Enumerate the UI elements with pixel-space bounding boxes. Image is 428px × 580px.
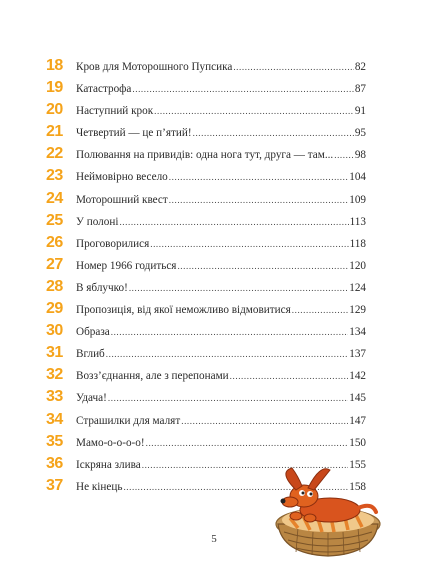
toc-entry xyxy=(46,388,366,410)
toc-entry xyxy=(46,57,366,79)
chapter-title: Образа xyxy=(76,326,110,339)
dot-leader xyxy=(111,327,349,337)
chapter-title: Мамо-о-о-о-о! xyxy=(76,436,145,449)
chapter-title: Моторошний квест xyxy=(76,193,168,206)
chapter-title: Катастрофа xyxy=(76,83,132,96)
chapter-page-number: 118 xyxy=(349,237,366,250)
dot-leader xyxy=(146,438,349,448)
dot-leader xyxy=(169,172,348,182)
toc-entry xyxy=(46,101,366,123)
chapter-entry xyxy=(76,260,366,272)
chapter-entry xyxy=(76,282,366,294)
chapter-entry xyxy=(76,392,366,404)
chapter-title: Номер 1966 годиться xyxy=(76,259,177,272)
chapter-number: 27 xyxy=(46,255,63,273)
chapter-entry xyxy=(76,194,366,206)
chapter-number: 30 xyxy=(46,322,63,340)
chapter-title: Четвертий — це п’ятий! xyxy=(76,127,192,140)
chapter-number: 33 xyxy=(46,388,63,406)
chapter-number: 18 xyxy=(46,57,63,74)
dot-leader xyxy=(106,349,348,359)
chapter-page-number: 91 xyxy=(354,105,366,118)
chapter-entry xyxy=(76,304,366,316)
chapter-title: Наступний крок xyxy=(76,105,154,118)
chapter-entry xyxy=(76,370,366,382)
chapter-page-number: 113 xyxy=(349,215,366,228)
chapter-page-number: 145 xyxy=(349,392,366,405)
chapter-title: Вглиб xyxy=(76,348,105,361)
chapter-page-number: 95 xyxy=(354,127,366,140)
chapter-title: Полювання на привидів: одна нога тут, друга — там... xyxy=(76,149,334,162)
toc-entry xyxy=(46,344,366,366)
chapter-number: 29 xyxy=(46,300,63,318)
dot-leader xyxy=(119,217,348,227)
chapter-title: Возз’єднання, але з перепонами xyxy=(76,370,229,383)
chapter-entry xyxy=(76,437,366,449)
chapter-number: 24 xyxy=(46,189,63,207)
chapter-title: В яблучко! xyxy=(76,281,128,294)
toc-entry xyxy=(46,300,366,322)
chapter-page-number: 104 xyxy=(349,171,366,184)
chapter-number: 31 xyxy=(46,344,63,362)
chapter-title: Кров для Моторошного Пупсика xyxy=(76,61,233,73)
dot-leader xyxy=(334,150,354,160)
toc-entry xyxy=(46,167,366,189)
dot-leader xyxy=(129,283,348,293)
toc-entry xyxy=(46,212,366,234)
dot-leader xyxy=(150,239,348,249)
page-number: 5 xyxy=(211,533,217,545)
table-of-contents xyxy=(46,57,366,499)
chapter-number: 28 xyxy=(46,277,63,295)
chapter-page-number: 87 xyxy=(354,83,366,96)
chapter-number: 19 xyxy=(46,79,63,97)
chapter-page-number: 142 xyxy=(349,370,366,383)
chapter-entry xyxy=(76,171,366,183)
dot-leader xyxy=(169,195,348,205)
chapter-entry xyxy=(76,216,366,228)
dot-leader xyxy=(292,305,348,315)
dot-leader xyxy=(193,128,354,138)
toc-entry xyxy=(46,278,366,300)
dot-leader xyxy=(233,62,353,72)
dot-leader xyxy=(132,84,353,94)
toc-entry xyxy=(46,234,366,256)
chapter-entry xyxy=(76,61,366,73)
chapter-number: 23 xyxy=(46,167,63,185)
chapter-number: 32 xyxy=(46,366,63,384)
chapter-entry xyxy=(76,105,366,117)
dot-leader xyxy=(108,393,348,403)
chapter-title: У полоні xyxy=(76,215,119,228)
chapter-number: 22 xyxy=(46,145,63,163)
chapter-page-number: 129 xyxy=(349,304,366,317)
chapter-page-number: 158 xyxy=(349,480,366,493)
chapter-title: Страшилки для малят xyxy=(76,414,181,427)
chapter-title: Іскряна злива xyxy=(76,458,141,471)
dot-leader xyxy=(181,416,348,426)
chapter-page-number: 120 xyxy=(349,259,366,272)
chapter-title: Удача! xyxy=(76,392,107,405)
chapter-entry xyxy=(76,238,366,250)
chapter-entry xyxy=(76,149,366,161)
toc-entry xyxy=(46,322,366,344)
chapter-page-number: 134 xyxy=(349,326,366,339)
chapter-page-number: 137 xyxy=(349,348,366,361)
chapter-page-number: 82 xyxy=(354,61,366,73)
chapter-number: 35 xyxy=(46,432,63,450)
toc-entry xyxy=(46,190,366,212)
chapter-page-number: 109 xyxy=(349,193,366,206)
dog-in-basket-icon xyxy=(268,462,388,562)
toc-entry xyxy=(46,433,366,455)
chapter-entry xyxy=(76,83,366,95)
chapter-number: 37 xyxy=(46,476,63,494)
dot-leader xyxy=(154,106,354,116)
chapter-number: 34 xyxy=(46,410,63,428)
chapter-entry xyxy=(76,415,366,427)
chapter-number: 21 xyxy=(46,123,63,141)
chapter-entry xyxy=(76,127,366,139)
toc-entry xyxy=(46,123,366,145)
chapter-title: Пропозиція, від якої неможливо відмовитися xyxy=(76,304,291,317)
dot-leader xyxy=(177,261,348,271)
chapter-title: Проговорилися xyxy=(76,237,150,250)
toc-entry xyxy=(46,145,366,167)
chapter-page-number: 147 xyxy=(349,414,366,427)
chapter-number: 26 xyxy=(46,233,63,251)
chapter-page-number: 98 xyxy=(354,149,366,162)
chapter-page-number: 124 xyxy=(349,281,366,294)
chapter-number: 36 xyxy=(46,454,63,472)
chapter-number: 25 xyxy=(46,211,63,229)
toc-entry xyxy=(46,256,366,278)
chapter-entry xyxy=(76,326,366,338)
chapter-title: Не кінець xyxy=(76,480,123,493)
chapter-title: Неймовірно весело xyxy=(76,171,168,184)
dot-leader xyxy=(230,371,349,381)
chapter-page-number: 155 xyxy=(349,458,366,471)
chapter-entry xyxy=(76,348,366,360)
chapter-page-number: 150 xyxy=(349,436,366,449)
toc-entry xyxy=(46,366,366,388)
toc-entry xyxy=(46,79,366,101)
toc-entry xyxy=(46,411,366,433)
chapter-number: 20 xyxy=(46,101,63,119)
